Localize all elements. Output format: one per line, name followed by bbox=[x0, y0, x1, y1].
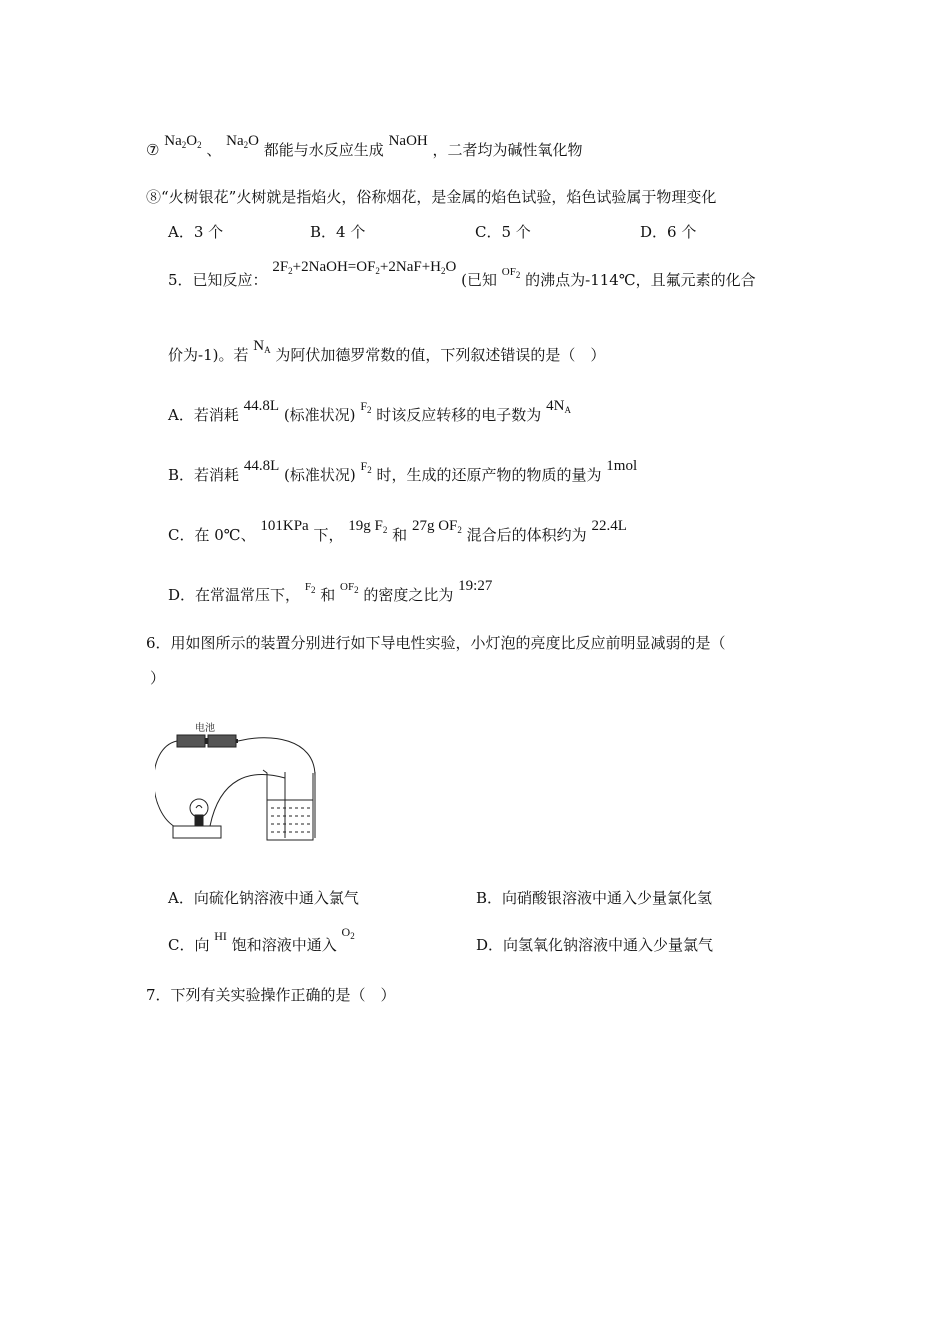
q5-stem-line1: 5．已知反应： $2F_2+2NaOH=OF_2+2NaF+H_2O$ (已知 $OF_2$ 的沸点为-114℃，且氟元素的化合 bbox=[168, 259, 756, 289]
q4-item8: ⑧“火树银花”火树就是指焰火，俗称烟花，是金属的焰色试验，焰色试验属于物理变化 bbox=[146, 188, 717, 206]
formula-naoh: NaOH bbox=[388, 133, 428, 149]
wires-icon bbox=[155, 738, 315, 828]
q5-option-a[interactable]: A．若消耗 44.8L (标准状况) $F_2$ 时该反应转移的电子数为 $4N_A$ bbox=[168, 398, 571, 424]
q4-item7: ⑦ $Na_2O_2$ 、 $Na_2O$ 都能与水反应生成 NaOH ，二者均为碱性氧化物 bbox=[146, 133, 583, 159]
q4-option-b[interactable]: B．4 个 bbox=[310, 223, 366, 241]
reaction-equation: $2F_2+2NaOH=OF_2+2NaF+H_2O$ bbox=[272, 259, 457, 276]
q6-option-b[interactable]: B．向硝酸银溶液中通入少量氯化氢 bbox=[476, 889, 713, 907]
q6-option-c[interactable]: C．向 HI 饱和溶液中通入 $O_2$ bbox=[168, 925, 355, 954]
q5-option-d[interactable]: D．在常温常压下， $F_2$ 和 $OF_2$ 的密度之比为 19:27 bbox=[168, 578, 493, 604]
beaker-icon bbox=[263, 770, 315, 840]
formula-na2o2: $Na_2O_2$ bbox=[164, 133, 202, 150]
q4-option-d[interactable]: D．6 个 bbox=[640, 223, 697, 241]
item7-marker: ⑦ bbox=[146, 141, 160, 159]
q6-stem-line1: 6．用如图所示的装置分别进行如下导电性实验，小灯泡的亮度比反应前明显减弱的是（ bbox=[146, 634, 726, 652]
q6-stem-line2: ） bbox=[150, 669, 166, 687]
battery-icon bbox=[177, 735, 238, 747]
q4-option-a[interactable]: A．3 个 bbox=[168, 223, 224, 241]
q7-stem: 7．下列有关实验操作正确的是（ ） bbox=[146, 986, 396, 1004]
q6-option-d[interactable]: D．向氢氧化钠溶液中通入少量氯气 bbox=[476, 936, 714, 954]
q6-option-a[interactable]: A．向硫化钠溶液中通入氯气 bbox=[168, 889, 359, 907]
conductivity-apparatus-figure bbox=[155, 718, 330, 846]
formula-na2o: $Na_2O$ bbox=[226, 133, 259, 150]
q5-option-c[interactable]: C．在 0℃、 101KPa 下， 19g $F_2$ 和 27g $OF_2$ 混合后的体积约为 22.4L bbox=[168, 518, 627, 544]
formula-of2: $OF_2$ bbox=[501, 266, 521, 280]
bulb-icon bbox=[173, 799, 221, 838]
q5-stem-line2: 价为-1)。若 $N_A$ 为阿伏加德罗常数的值，下列叙述错误的是（ ） bbox=[168, 338, 606, 364]
battery-label: 电池 bbox=[195, 723, 215, 734]
symbol-na: $N_A$ bbox=[253, 338, 271, 355]
q4-option-c[interactable]: C．5 个 bbox=[475, 223, 531, 241]
q5-option-b[interactable]: B．若消耗 44.8L (标准状况) $F_2$ 时，生成的还原产物的物质的量为 1mol bbox=[168, 458, 638, 484]
